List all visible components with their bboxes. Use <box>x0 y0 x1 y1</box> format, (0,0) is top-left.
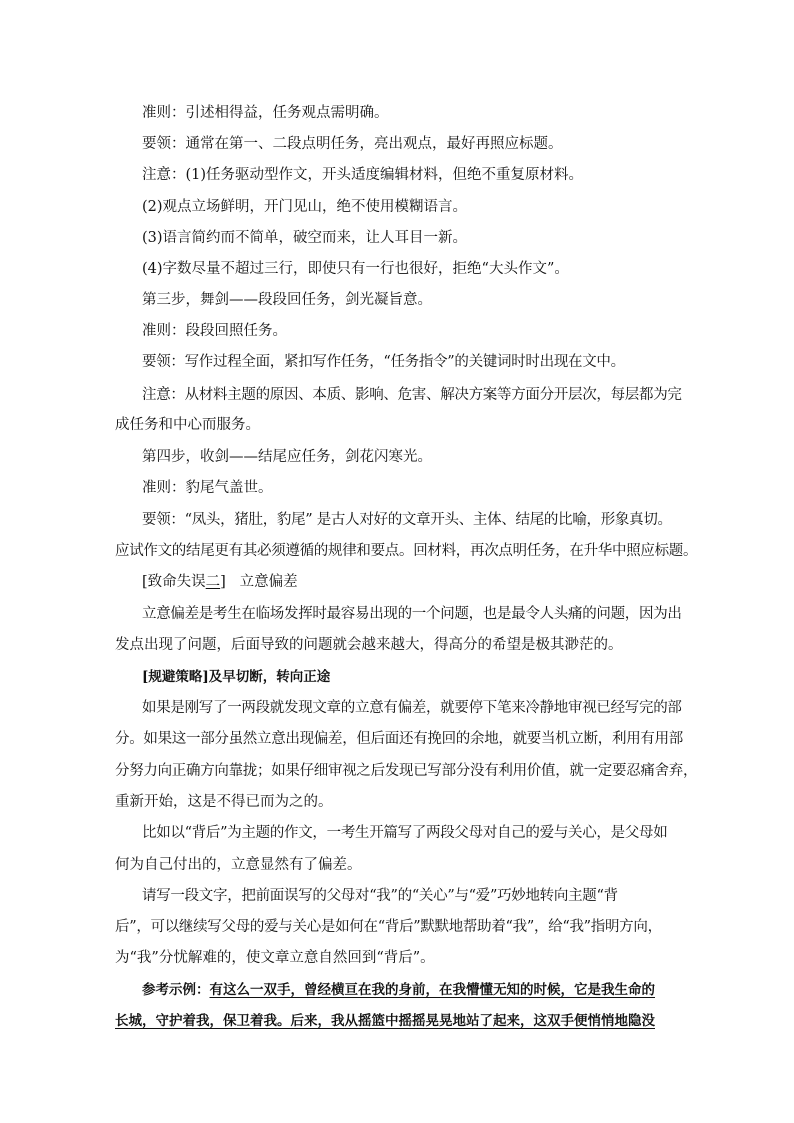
text-line: 何为自己付出的，立意显然有了偏差。 <box>115 857 362 873</box>
text-line: 重新开始，这是不得已而为之的。 <box>115 794 333 810</box>
heading-prefix: [致命失误 <box>142 574 206 590</box>
strategy-heading: [规避策略]及早切断，转向正途 <box>142 669 331 685</box>
heading-title: 立意偏差 <box>239 574 298 590</box>
text-line: 要领：写作过程全面，紧扣写作任务，“任务指令”的关键词时时出现在文中。 <box>142 354 625 370</box>
text-line: 分努力向正确方向靠拢；如果仔细审视之后发现已写部分没有利用价值，就一定要忍痛舍弃， <box>115 763 698 779</box>
text-line: 请写一段文字，把前面误写的父母对“我”的“关心”与“爱”巧妙地转向主题“背 <box>142 888 618 904</box>
example-line-2: 长城，守护着我，保卫着我。后来，我从摇篮中摇摇晃晃地站了起来，这双手便悄悄地隐没 <box>115 1013 655 1029</box>
heading-number: 二 <box>205 574 221 590</box>
text-line: 后”，可以继续写父母的爱与关心是如何在“背后”默默地帮助着“我”，给“我”指明方向， <box>115 919 662 935</box>
text-line: 要领：通常在第一、二段点明任务，亮出观点，最好再照应标题。 <box>142 136 563 152</box>
text-line: (3)语言简约而不简单，破空而来，让人耳目一新。 <box>142 230 468 246</box>
text-line: 准则：豹尾气盖世。 <box>142 480 273 496</box>
heading-suffix: ] <box>220 574 226 590</box>
text-line: 为“我”分忧解难的，使文章立意自然回到“背后”。 <box>115 950 435 966</box>
text-line: 比如以“背后”为主题的作文，一考生开篇写了两段父母对自己的爱与关心，是父母如 <box>142 825 668 841</box>
example-text: 有这么一双手，曾经横亘在我的身前，在我懵懂无知的时候，它是我生命的 <box>209 982 655 998</box>
text-line: 准则：段段回照任务。 <box>142 323 287 339</box>
text-line: (4)字数尽量不超过三行，即使只有一行也很好，拒绝“大头作文”。 <box>142 261 569 277</box>
text-line: 成任务和中心而服务。 <box>115 417 260 433</box>
example-line-1 <box>142 981 680 999</box>
text-line: 立意偏差是考生在临场发挥时最容易出现的一个问题，也是最令人头痛的问题，因为出 <box>142 606 682 622</box>
step-heading: 第三步，舞剑——段段回任务，剑光凝旨意。 <box>142 292 432 308</box>
text-line: 注意：(1)任务驱动型作文，开头适度编辑材料，但绝不重复原材料。 <box>142 167 584 183</box>
text-line: 要领：“凤头，猪肚，豹尾” 是古人对好的文章开头、主体、结尾的比喻，形象真切。 <box>142 512 672 528</box>
text-line: 注意：从材料主题的原因、本质、影响、危害、解决方案等方面分开层次，每层都为完 <box>142 387 682 403</box>
text-line: 分。如果这一部分虽然立意出现偏差，但后面还有挽回的余地，就要当机立断，利用有用部 <box>115 731 683 747</box>
step-heading: 第四步，收剑——结尾应任务，剑花闪寒光。 <box>142 449 432 465</box>
text-line: 如果是刚写了一两段就发现文章的立意有偏差，就要停下笔来冷静地审视已经写完的部 <box>142 700 682 716</box>
section-heading-fatal-error <box>142 573 680 591</box>
example-label: 参考示例： <box>142 982 210 998</box>
text-line: 应试作文的结尾更有其必须遵循的规律和要点。回材料，再次点明任务，在升华中照应标题。 <box>115 543 698 559</box>
text-line: (2)观点立场鲜明，开门见山，绝不使用模糊语言。 <box>142 199 468 215</box>
text-line: 准则：引述相得益，任务观点需明确。 <box>142 105 389 121</box>
text-line: 发点出现了问题，后面导致的问题就会越来越大，得高分的希望是极其渺茫的。 <box>115 637 623 653</box>
